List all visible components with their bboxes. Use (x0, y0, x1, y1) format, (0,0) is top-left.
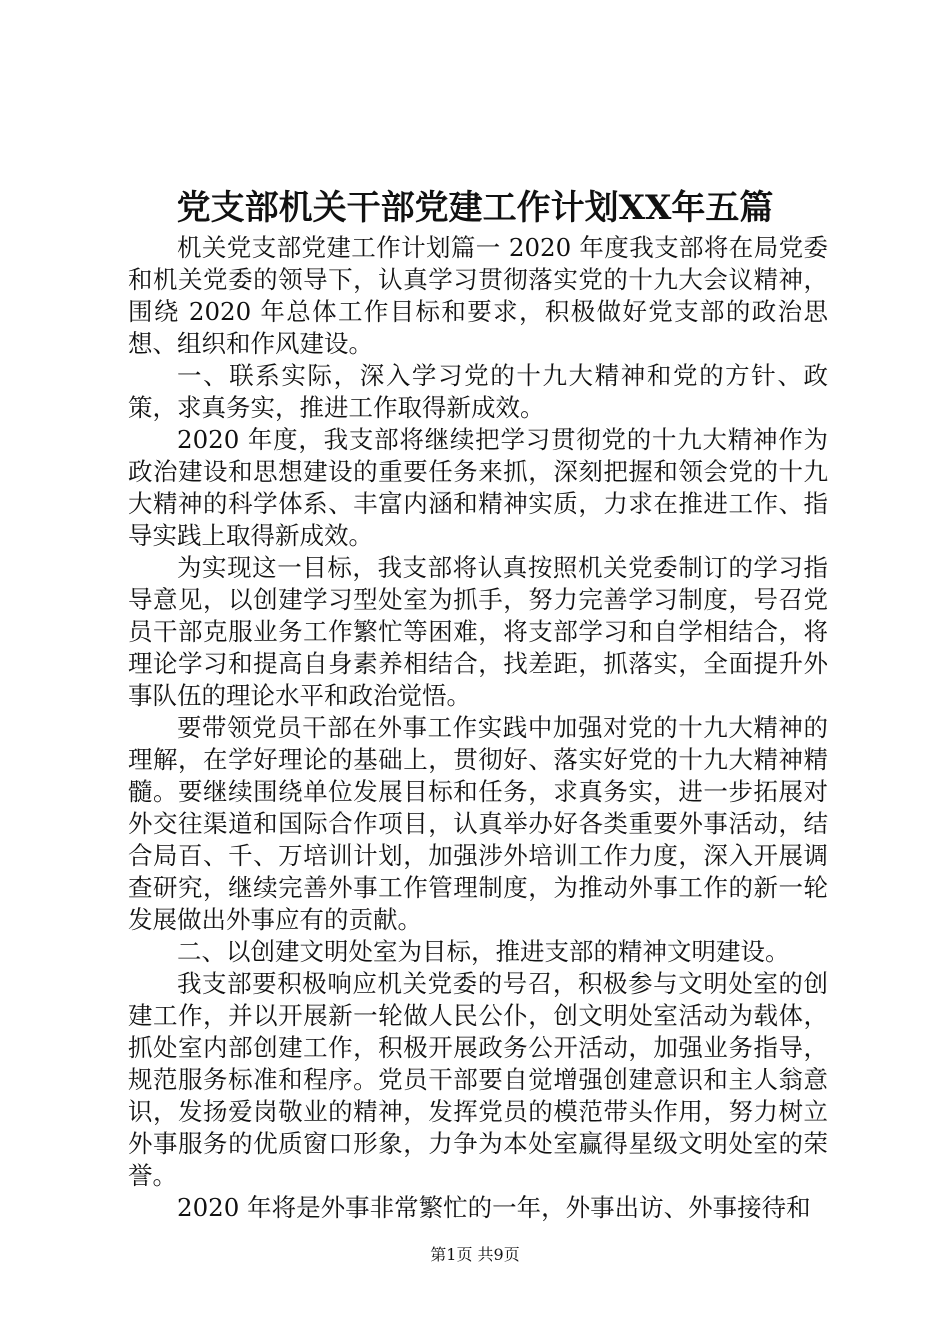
paragraph-1: 机关党支部党建工作计划篇一 2020 年度我支部将在局党委和机关党委的领导下，认真学习贯彻落实党的十九大会议精神，围绕 2020 年总体工作目标和要求，积极做好党支部的政治思想、组织和作风建设。 (128, 233, 828, 358)
document-body (128, 232, 828, 1224)
paragraph-6: 二、以创建文明处室为目标，推进支部的精神文明建设。 (177, 937, 790, 966)
paragraph-7: 我支部要积极响应机关党委的号召，积极参与文明处室的创建工作，并以开展新一轮做人民公仆，创文明处室活动为载体，抓处室内部创建工作，积极开展政务公开活动，加强业务指导，规范服务标准和程序。党员干部要自觉增强创建意识和主人翁意识，发扬爱岗敬业的精神，发挥党员的模范带头作用，努力树立外事服务的优质窗口形象，力争为本处室赢得星级文明处室的荣誉。 (128, 969, 828, 1190)
paragraph-5: 要带领党员干部在外事工作实践中加强对党的十九大精神的理解，在学好理论的基础上，贯彻好、落实好党的十九大精神精髓。要继续围绕单位发展目标和任务，求真务实，进一步拓展对外交往渠道和国际合作项目，认真举办好各类重要外事活动，结合局百、千、万培训计划，加强涉外培训工作力度，深入开展调查研究，继续完善外事工作管理制度，为推动外事工作的新一轮发展做出外事应有的贡献。 (128, 713, 828, 934)
page-number-footer: 第1页 共9页 (430, 1245, 520, 1264)
paragraph-3: 2020 年度，我支部将继续把学习贯彻党的十九大精神作为政治建设和思想建设的重要任务来抓，深刻把握和领会党的十九大精神的科学体系、丰富内涵和精神实质，力求在推进工作、指导实践上取得新成效。 (128, 425, 828, 550)
paragraph-4: 为实现这一目标，我支部将认真按照机关党委制订的学习指导意见，以创建学习型处室为抓手，努力完善学习制度，号召党员干部克服业务工作繁忙等困难，将支部学习和自学相结合，将理论学习和提高自身素养相结合，找差距，抓落实，全面提升外事队伍的理论水平和政治觉悟。 (128, 553, 828, 710)
document-title: 党支部机关干部党建工作计划XX年五篇 (176, 188, 774, 228)
paragraph-2: 一、联系实际，深入学习党的十九大精神和党的方针、政策，求真务实，推进工作取得新成效。 (128, 361, 828, 422)
paragraph-8: 2020 年将是外事非常繁忙的一年，外事出访、外事接待和 (177, 1193, 811, 1222)
